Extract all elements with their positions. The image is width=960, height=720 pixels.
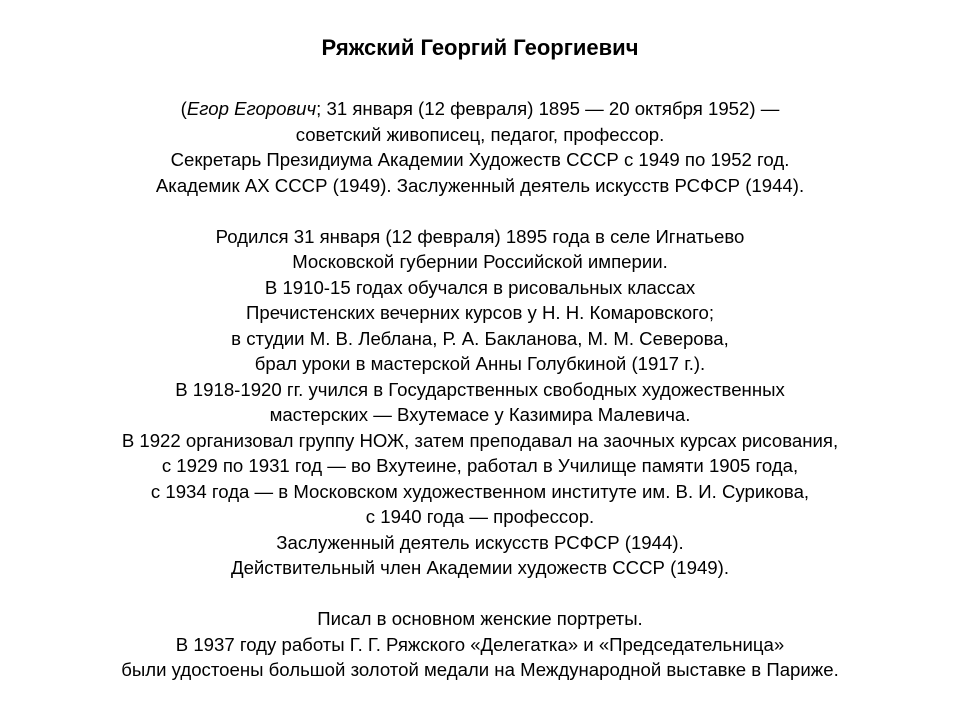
works-line: В 1937 году работы Г. Г. Ряжского «Делегатка» и «Председательница» bbox=[175, 633, 785, 655]
bio-line: с 1940 года — профессор. bbox=[365, 506, 595, 527]
paragraph-gap bbox=[0, 581, 960, 607]
intro-alias: Егор Егорович bbox=[186, 98, 317, 119]
bio-line: В 1922 организовал группу НОЖ, затем преподавал на заочных курсах рисования, bbox=[121, 429, 839, 451]
slide-title: Ряжский Георгий Георгиевич bbox=[321, 35, 639, 60]
intro-line: Академик АХ СССР (1949). Заслуженный деятель искусств РСФСР (1944). bbox=[155, 174, 805, 196]
intro-line: советский живописец, педагог, профессор. bbox=[295, 123, 665, 145]
bio-line: брал уроки в мастерской Анны Голубкиной (1917 г.). bbox=[254, 353, 706, 374]
bio-line: В 1918-1920 гг. учился в Государственных свободных художественных bbox=[175, 378, 785, 400]
intro-dates: ; 31 января (12 февраля) 1895 — 20 октября 1952) — bbox=[316, 98, 780, 119]
intro-open-paren: ( bbox=[180, 98, 187, 119]
works-line: были удостоены большой золотой медали на Международной выставке в Париже. bbox=[121, 659, 839, 680]
slide-body bbox=[0, 96, 960, 683]
bio-line: Пречистенских вечерних курсов у Н. Н. Комаровского; bbox=[245, 302, 715, 323]
paragraph-gap bbox=[0, 198, 960, 224]
bio-line: Московской губернии Российской империи. bbox=[292, 251, 668, 272]
bio-line: в студии М. В. Леблана, Р. А. Бакланова, М. М. Северова, bbox=[231, 327, 729, 349]
works-line: Писал в основном женские портреты. bbox=[317, 608, 643, 629]
bio-line: В 1910-15 годах обучался в рисовальных классах bbox=[264, 276, 696, 298]
bio-line: мастерских — Вхутемасе у Казимира Малевича. bbox=[269, 404, 691, 425]
bio-line: Родился 31 января (12 февраля) 1895 года в селе Игнатьево bbox=[215, 225, 745, 247]
intro-line-1 bbox=[0, 96, 960, 122]
intro-line: Секретарь Президиума Академии Художеств СССР с 1949 по 1952 год. bbox=[170, 149, 790, 170]
bio-line: Заслуженный деятель искусств РСФСР (1944). bbox=[276, 531, 684, 553]
bio-line: с 1934 года — в Московском художественном институте им. В. И. Сурикова, bbox=[150, 480, 810, 502]
bio-line: Действительный член Академии художеств СССР (1949). bbox=[230, 557, 730, 578]
bio-line: с 1929 по 1931 год — во Вхутеине, работал в Училище памяти 1905 года, bbox=[161, 455, 799, 476]
